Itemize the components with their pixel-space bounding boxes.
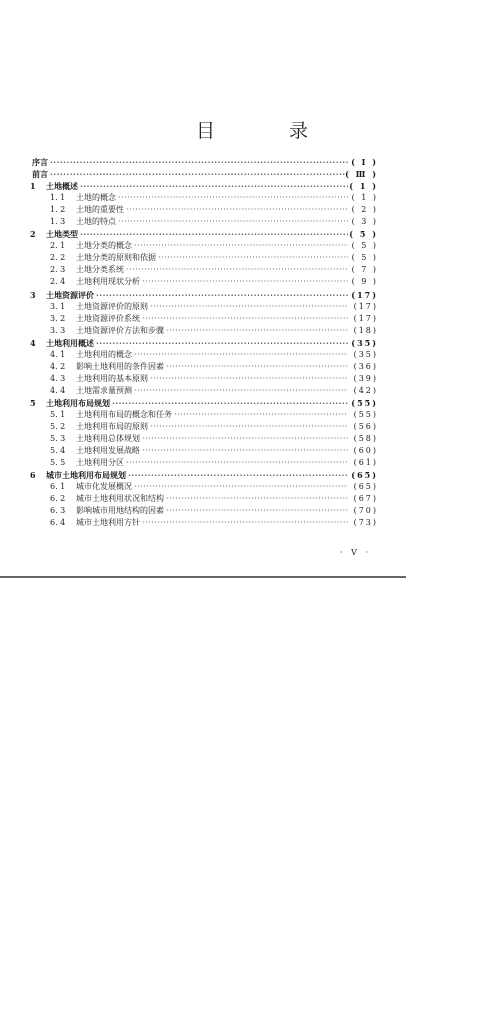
toc-chapter-entry	[30, 156, 378, 168]
dot-leader	[78, 180, 348, 192]
toc-entry-number: 4. 3	[50, 373, 66, 383]
toc-entry-number: 5. 2	[50, 422, 66, 432]
dot-leader	[48, 156, 348, 168]
toc-entry-number: 1. 2	[50, 205, 66, 215]
dot-leader	[132, 349, 348, 361]
toc-entry-title: 土地需求量预测	[76, 385, 132, 395]
toc-entry-page: (17)	[353, 301, 378, 311]
toc-entry-title: 序言	[32, 157, 48, 167]
toc-entry-number: 2	[30, 229, 36, 240]
toc-entry-number: 5. 5	[50, 458, 66, 468]
toc-entry-title: 前言	[32, 169, 48, 180]
toc-entry-title: 土地利用总体规划	[76, 434, 140, 444]
toc-section-entry	[30, 505, 378, 517]
dot-leader	[116, 216, 348, 228]
toc-entry-number: 2. 3	[50, 265, 66, 275]
dot-leader	[132, 385, 348, 397]
toc-entry-number: 6	[30, 470, 36, 481]
dot-leader	[140, 276, 348, 288]
dot-leader	[124, 457, 348, 469]
dot-leader	[148, 301, 348, 313]
toc-section-entry	[30, 240, 378, 252]
toc-section-entry	[30, 204, 378, 216]
dot-leader	[124, 264, 348, 276]
dot-leader	[148, 373, 348, 385]
toc-entry-number: 4. 1	[50, 349, 66, 359]
page-number: · V ·	[340, 548, 371, 557]
toc-entry-page: (65)	[353, 482, 378, 492]
toc-entry-number: 3. 1	[50, 301, 66, 311]
dot-leader	[140, 445, 348, 457]
toc-chapter-entry	[30, 397, 378, 409]
toc-entry-number: 2. 2	[50, 253, 66, 263]
toc-entry-page: (55)	[351, 397, 378, 408]
toc-entry-title: 城市化发展概况	[76, 482, 132, 492]
dot-leader	[78, 228, 348, 240]
toc-entry-number: 5. 4	[50, 446, 66, 456]
toc-entry-title: 土地利用的概念	[76, 349, 132, 359]
toc-entry-page: (56)	[353, 422, 378, 432]
toc-entry-title: 土地资源评价系统	[76, 313, 140, 323]
toc-entry-number: 4	[30, 337, 36, 348]
toc-entry-number: 6. 2	[50, 494, 66, 504]
dot-leader	[132, 240, 348, 252]
dot-leader	[140, 517, 348, 529]
toc-entry-title: 土地利用布局规划	[46, 397, 110, 408]
toc-entry-page: (60)	[353, 446, 378, 456]
toc-section-entry	[30, 409, 378, 421]
toc-entry-title: 土地概述	[46, 181, 78, 192]
toc-section-entry	[30, 493, 378, 505]
dot-leader	[48, 168, 345, 180]
toc-chapter-entry	[30, 469, 378, 481]
toc-entry-title: 土地利用布局的概念和任务	[76, 409, 172, 419]
toc-entry-title: 影响城市用地结构的因素	[76, 506, 164, 516]
toc-entry-title: 土地资源评价方法和步骤	[76, 325, 164, 335]
dot-leader	[126, 469, 348, 481]
toc-entry-page: (70)	[353, 506, 378, 516]
page-title: 目 录	[195, 120, 343, 142]
dot-leader	[94, 337, 348, 349]
dot-leader	[148, 421, 348, 433]
dot-leader	[156, 252, 348, 264]
toc-section-entry	[30, 192, 378, 204]
toc-entry-number: 6. 3	[50, 506, 66, 516]
toc-entry-page: (17)	[353, 313, 378, 323]
toc-entry-number: 1. 1	[50, 193, 66, 203]
table-of-contents	[30, 156, 378, 529]
toc-section-entry	[30, 373, 378, 385]
toc-entry-title: 土地利用现状分析	[76, 277, 140, 287]
toc-entry-title: 土地的概念	[76, 193, 116, 203]
toc-entry-page: ( 5 )	[351, 241, 378, 251]
toc-entry-page: (73)	[353, 518, 378, 528]
toc-section-entry	[30, 433, 378, 445]
toc-entry-page: (35)	[353, 349, 378, 359]
toc-entry-title: 城市土地利用布局规划	[46, 470, 126, 481]
dot-leader	[164, 505, 348, 517]
toc-entry-number: 4. 4	[50, 385, 66, 395]
toc-section-entry	[30, 216, 378, 228]
toc-entry-page: (58)	[353, 434, 378, 444]
toc-entry-page: (17)	[351, 289, 378, 300]
toc-entry-number: 4. 2	[50, 361, 66, 371]
toc-entry-title: 土地利用分区	[76, 458, 124, 468]
toc-entry-page: (55)	[353, 409, 378, 419]
toc-entry-number: 6. 4	[50, 518, 66, 528]
dot-leader	[116, 192, 348, 204]
toc-entry-page: (35)	[351, 337, 378, 348]
toc-entry-title: 土地的重要性	[76, 205, 124, 215]
toc-entry-page: ( 7 )	[351, 265, 378, 275]
toc-entry-page: (18)	[353, 325, 378, 335]
toc-entry-number: 3. 3	[50, 325, 66, 335]
toc-entry-title: 土地利用的基本原则	[76, 373, 148, 383]
dot-leader	[132, 481, 348, 493]
toc-entry-page: ( 3 )	[351, 217, 378, 227]
toc-entry-title: 城市土地利用状况和结构	[76, 494, 164, 504]
toc-section-entry	[30, 517, 378, 529]
toc-entry-number: 5. 1	[50, 409, 66, 419]
toc-entry-title: 土地分类系统	[76, 265, 124, 275]
toc-entry-number: 5	[30, 397, 36, 408]
dot-leader	[94, 289, 348, 301]
toc-entry-page: ( 5 )	[351, 253, 378, 263]
toc-section-entry	[30, 361, 378, 373]
toc-section-entry	[30, 457, 378, 469]
toc-section-entry	[30, 349, 378, 361]
toc-entry-page: ( Ⅲ )	[345, 169, 378, 180]
toc-chapter-entry	[30, 228, 378, 240]
toc-entry-number: 3. 2	[50, 313, 66, 323]
toc-entry-page: ( 2 )	[351, 205, 378, 215]
dot-leader	[124, 204, 348, 216]
toc-section-entry	[30, 445, 378, 457]
toc-entry-page: (61)	[353, 458, 378, 468]
toc-section-entry	[30, 264, 378, 276]
dot-leader	[172, 409, 348, 421]
toc-entry-title: 土地的特点	[76, 217, 116, 227]
toc-section-entry	[30, 421, 378, 433]
toc-entry-page: ( 1 )	[349, 181, 378, 192]
dot-leader	[164, 361, 348, 373]
toc-entry-page: (67)	[353, 494, 378, 504]
toc-entry-number: 5. 3	[50, 434, 66, 444]
toc-section-entry	[30, 252, 378, 264]
toc-section-entry	[30, 276, 378, 288]
toc-entry-page: ( I )	[351, 157, 378, 167]
toc-entry-page: (36)	[353, 361, 378, 371]
toc-entry-page: (42)	[353, 385, 378, 395]
toc-chapter-entry	[30, 337, 378, 349]
dot-leader	[140, 433, 348, 445]
toc-entry-title: 土地资源评价	[46, 289, 94, 300]
toc-entry-page: (39)	[353, 373, 378, 383]
toc-section-entry	[30, 385, 378, 397]
toc-entry-number: 1	[30, 181, 36, 192]
toc-entry-page: ( 5 )	[349, 229, 378, 240]
toc-entry-title: 影响土地利用的条件因素	[76, 361, 164, 371]
toc-entry-title: 土地类型	[46, 229, 78, 240]
toc-entry-page: (65)	[351, 470, 378, 481]
toc-entry-title: 土地利用概述	[46, 337, 94, 348]
toc-entry-number: 2. 1	[50, 241, 66, 251]
toc-entry-number: 2. 4	[50, 277, 66, 287]
toc-entry-page: ( 9 )	[351, 277, 378, 287]
toc-entry-title: 土地资源评价的原则	[76, 301, 148, 311]
toc-entry-number: 6. 1	[50, 482, 66, 492]
dot-leader	[140, 313, 348, 325]
toc-entry-title: 土地利用发展战略	[76, 446, 140, 456]
toc-chapter-entry	[30, 168, 378, 180]
toc-chapter-entry	[30, 289, 378, 301]
dot-leader	[164, 325, 348, 337]
toc-entry-page: ( 1 )	[351, 193, 378, 203]
toc-section-entry	[30, 313, 378, 325]
toc-entry-title: 土地分类的原则和依据	[76, 253, 156, 263]
toc-entry-title: 土地利用布局的原则	[76, 422, 148, 432]
toc-entry-title: 城市土地利用方针	[76, 518, 140, 528]
toc-chapter-entry	[30, 180, 378, 192]
dot-leader	[164, 493, 348, 505]
toc-section-entry	[30, 301, 378, 313]
dot-leader	[110, 397, 348, 409]
toc-section-entry	[30, 325, 378, 337]
page-edge-rule	[0, 576, 406, 578]
toc-entry-title: 土地分类的概念	[76, 241, 132, 251]
toc-entry-number: 3	[30, 289, 36, 300]
toc-section-entry	[30, 481, 378, 493]
toc-entry-number: 1. 3	[50, 217, 66, 227]
